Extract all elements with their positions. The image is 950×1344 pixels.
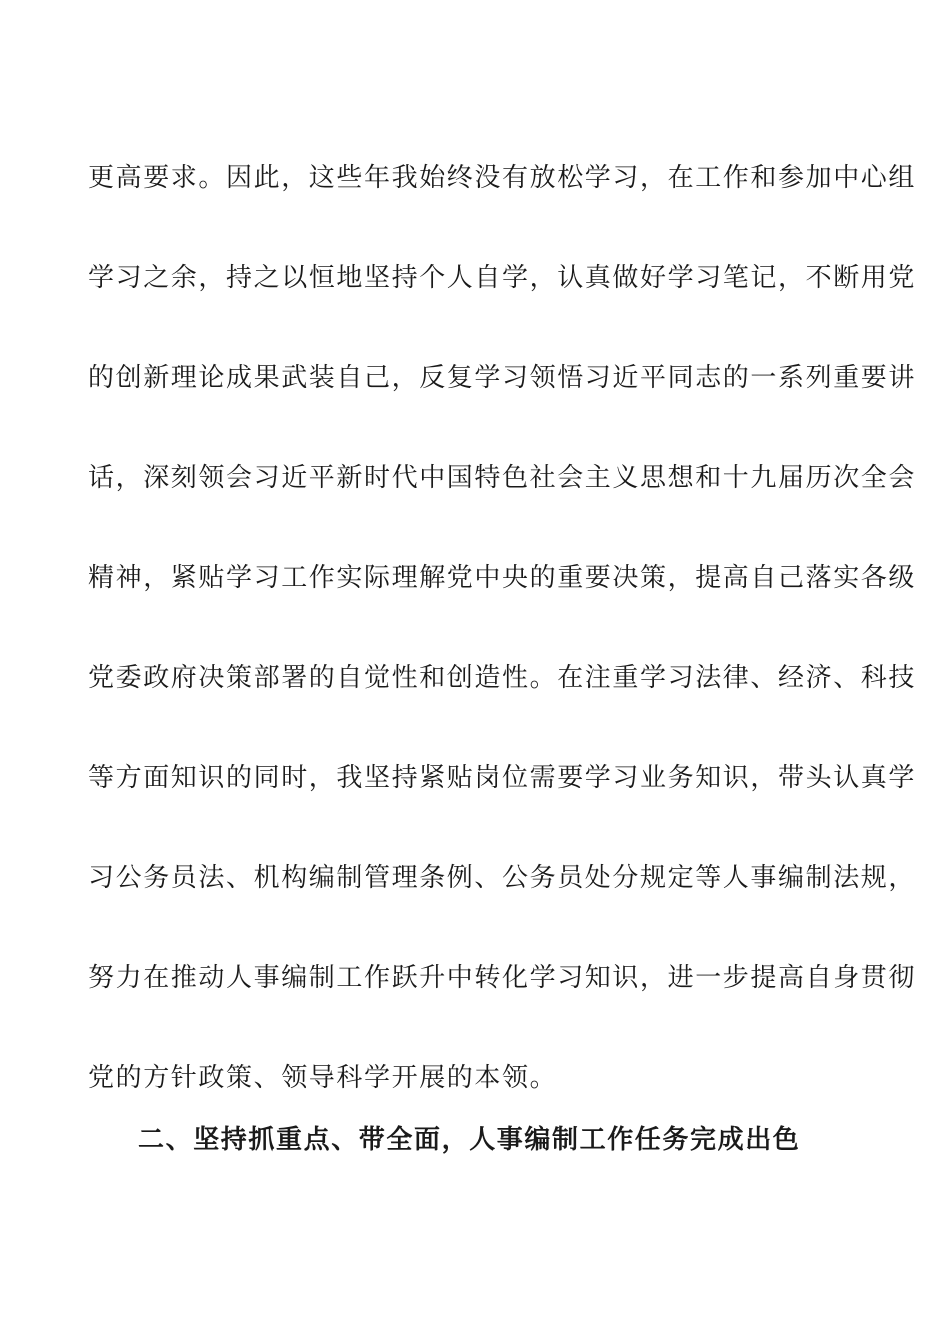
- section-heading: 二、坚持抓重点、带全面，人事编制工作任务完成出色: [138, 1125, 801, 1155]
- paragraph-line: 等方面知识的同时，我坚持紧贴岗位需要学习业务知识，带头认真学: [88, 763, 917, 793]
- paragraph-line: 学习之余，持之以恒地坚持个人自学，认真做好学习笔记，不断用党: [88, 263, 917, 293]
- paragraph-line: 习公务员法、机构编制管理条例、公务员处分规定等人事编制法规，: [88, 863, 917, 893]
- paragraph-line: 努力在推动人事编制工作跃升中转化学习知识，进一步提高自身贯彻: [88, 963, 917, 993]
- paragraph-line-last: 党的方针政策、领导科学开展的本领。: [88, 1063, 558, 1093]
- paragraph-line: 话，深刻领会习近平新时代中国特色社会主义思想和十九届历次全会: [88, 463, 917, 493]
- body-paragraph: [88, 128, 917, 1128]
- paragraph-line: 的创新理论成果武装自己，反复学习领悟习近平同志的一系列重要讲: [88, 363, 917, 393]
- paragraph-line: 更高要求。因此，这些年我始终没有放松学习，在工作和参加中心组: [88, 163, 917, 193]
- paragraph-line: 党委政府决策部署的自觉性和创造性。在注重学习法律、经济、科技: [88, 663, 917, 693]
- paragraph-line: 精神，紧贴学习工作实际理解党中央的重要决策，提高自己落实各级: [88, 563, 917, 593]
